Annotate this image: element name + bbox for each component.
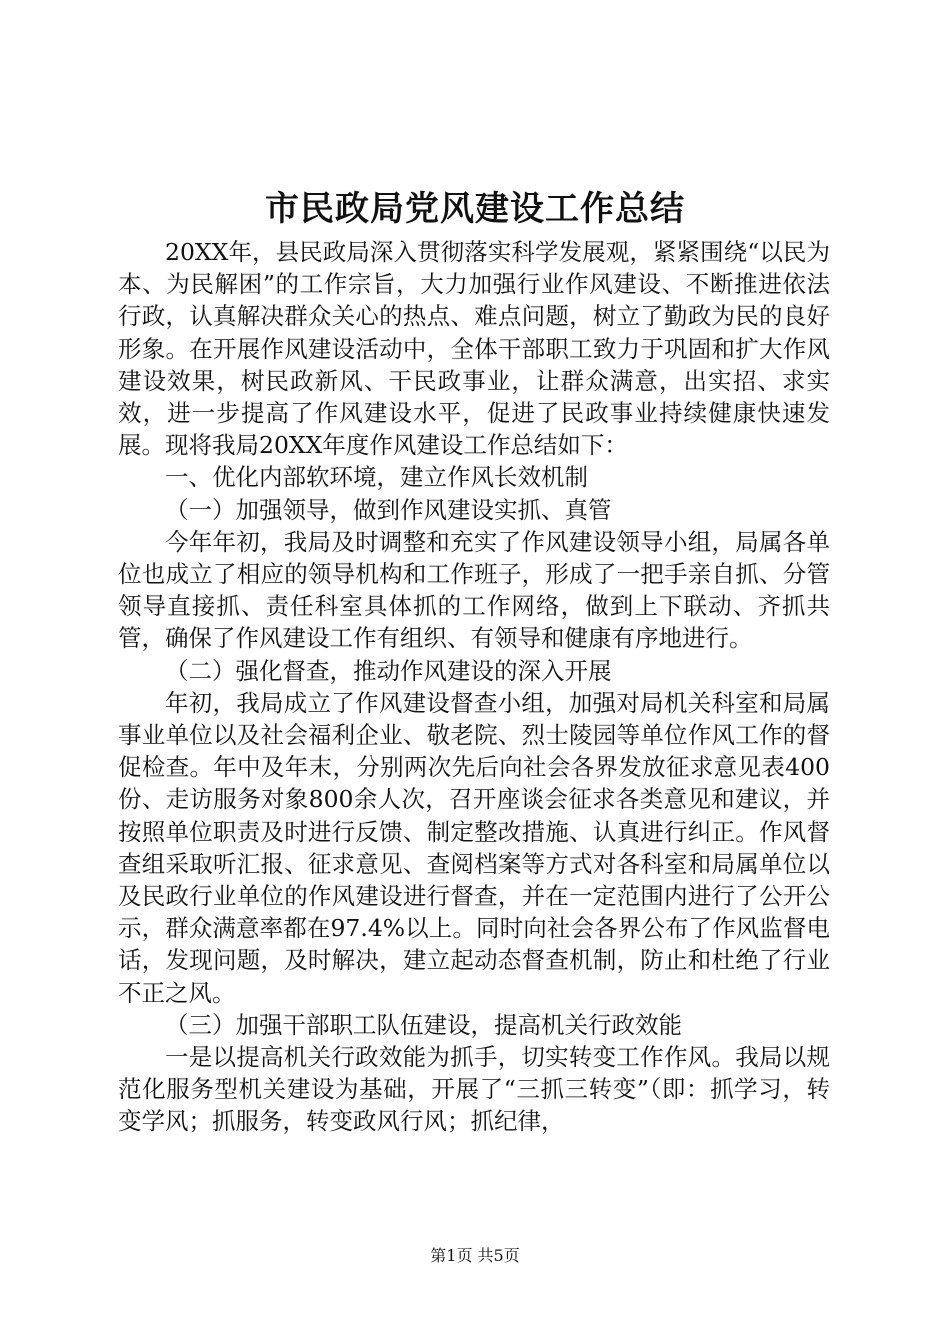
body-paragraph-1: 今年年初，我局及时调整和充实了作风建设领导小组，局属各单位也成立了相应的领导机构和工作班子，形成了一把手亲自抓、分管领导直接抓、责任科室具体抓的工作网络，做到上下联动、齐抓共管，确保了作风建设工作有组织、有领导和健康有序地进行。 — [118, 527, 830, 653]
body-paragraph-3: 一是以提高机关行政效能为抓手，切实转变工作作风。我局以规范化服务型机关建设为基础，开展了“三抓三转变”（即：抓学习，转变学风；抓服务，转变政风行风；抓纪律， — [118, 1043, 830, 1136]
intro-paragraph: 20XX年，县民政局深入贯彻落实科学发展观，紧紧围绕“以民为本、为民解困”的工作宗旨，大力加强行业作风建设、不断推进依法行政，认真解决群众关心的热点、难点问题，树立了勤政为民的良好形象。在开展作风建设活动中，全体干部职工致力于巩固和扩大作风建设效果，树民政新风、干民政事业，让群众满意，出实招、求实效，进一步提高了作风建设水平，促进了民政事业持续健康快速发展。现将我局20XX年度作风建设工作总结如下： — [118, 238, 830, 460]
document-body — [118, 236, 830, 1138]
document-title: 市民政局党风建设工作总结 — [265, 189, 685, 229]
body-paragraph-2: 年初，我局成立了作风建设督查小组，加强对局机关科室和局属事业单位以及社会福利企业、敬老院、烈士陵园等单位作风工作的督促检查。年中及年末，分别两次先后向社会各界发放征求意见表400份、走访服务对象800余人次，召开座谈会征求各类意见和建议，并按照单位职责及时进行反馈、制定整改措施、认真进行纠正。作风督查组采取听汇报、征求意见、查阅档案等方式对各科室和局属单位以及民政行业单位的作风建设进行督查，并在一定范围内进行了公开公示，群众满意率都在97.4%以上。同时向社会各界公布了作风监督电话，发现问题，及时解决，建立起动态督查机制，防止和杜绝了行业不正之风。 — [118, 688, 830, 1007]
section-heading-1: 一、优化内部软环境，建立作风长效机制 — [165, 463, 588, 492]
subsection-heading-2: （二）强化督查，推动作风建设的深入开展 — [165, 656, 612, 685]
subsection-heading-3: （三）加强干部职工队伍建设，提高机关行政效能 — [165, 1010, 682, 1039]
page-footer: 第1页 共5页 — [430, 1246, 520, 1265]
subsection-heading-1: （一）加强领导，做到作风建设实抓、真管 — [165, 495, 612, 524]
